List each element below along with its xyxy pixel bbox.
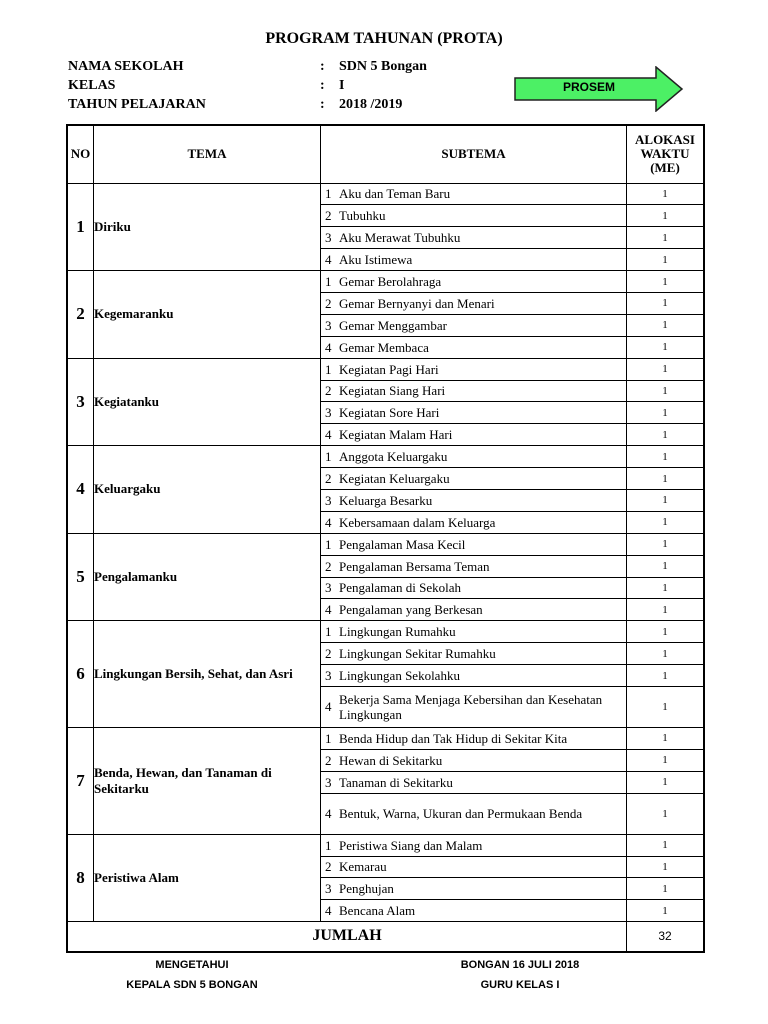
subtheme-cell	[321, 856, 627, 878]
alokasi-value: 1	[627, 489, 705, 511]
subtheme-cell	[321, 749, 627, 771]
subtheme-text: Aku Istimewa	[339, 252, 413, 268]
header-tema: TEMA	[94, 125, 321, 183]
prosem-label: PROSEM	[562, 80, 615, 94]
subtheme-cell	[321, 205, 627, 227]
subtheme-text: Gemar Menggambar	[339, 317, 447, 333]
subtheme-cell	[321, 878, 627, 900]
subtheme-cell	[321, 249, 627, 271]
prosem-button[interactable]	[514, 66, 684, 112]
subtheme-number: 3	[325, 580, 332, 596]
subtheme-number: 2	[325, 752, 332, 768]
subtheme-text: Aku dan Teman Baru	[339, 186, 451, 202]
subtheme-cell	[321, 314, 627, 336]
subtheme-number: 1	[325, 837, 332, 853]
subtheme-text: Tanaman di Sekitarku	[339, 774, 453, 790]
signature-right-line: GURU KELAS I	[480, 979, 560, 991]
subtheme-cell	[321, 599, 627, 621]
subtheme-number: 4	[325, 427, 332, 443]
subtheme-text: Pengalaman di Sekolah	[339, 580, 462, 596]
theme-number: 4	[67, 446, 94, 534]
subtheme-number: 2	[325, 558, 332, 574]
subtheme-number: 4	[325, 339, 332, 355]
subtheme-number: 4	[325, 699, 332, 715]
subtheme-cell	[321, 727, 627, 749]
theme-name: Peristiwa Alam	[94, 834, 321, 922]
alokasi-value: 1	[627, 856, 705, 878]
header-no: NO	[67, 125, 94, 183]
signature-left	[92, 955, 292, 995]
subtheme-text: Keluarga Besarku	[339, 492, 433, 508]
info-colon: :	[320, 59, 325, 74]
alokasi-value: 1	[627, 599, 705, 621]
subtheme-cell	[321, 227, 627, 249]
alokasi-value: 1	[627, 900, 705, 922]
alokasi-value: 1	[627, 834, 705, 856]
subtheme-cell	[321, 292, 627, 314]
subtheme-cell	[321, 555, 627, 577]
table-row	[67, 446, 704, 468]
table-row	[67, 271, 704, 293]
table-row	[67, 727, 704, 749]
subtheme-cell	[321, 358, 627, 380]
subtheme-number: 1	[325, 186, 332, 202]
subtheme-text: Anggota Keluargaku	[339, 449, 448, 465]
alokasi-value: 1	[627, 621, 705, 643]
alokasi-value: 1	[627, 380, 705, 402]
subtheme-text: Bentuk, Warna, Ukuran dan Permukaan Benda	[339, 806, 583, 822]
subtheme-cell	[321, 402, 627, 424]
header-alokasi-line: (ME)	[650, 160, 680, 176]
subtheme-number: 4	[325, 903, 332, 919]
subtheme-text: Bekerja Sama Menjaga Kebersihan dan Kesehatan Lingkungan	[339, 691, 603, 722]
table-row	[67, 621, 704, 643]
subtheme-number: 3	[325, 774, 332, 790]
subtheme-cell	[321, 665, 627, 687]
alokasi-value: 1	[627, 249, 705, 271]
subtheme-number: 1	[325, 361, 332, 377]
subtheme-number: 1	[325, 624, 332, 640]
alokasi-value: 1	[627, 749, 705, 771]
subtheme-number: 2	[325, 383, 332, 399]
subtheme-text: Lingkungan Sekitar Rumahku	[339, 646, 496, 662]
header-alokasi	[627, 125, 705, 183]
subtheme-text: Bencana Alam	[339, 903, 416, 919]
alokasi-value: 1	[627, 771, 705, 793]
info-value: SDN 5 Bongan	[339, 59, 427, 74]
subtheme-cell	[321, 511, 627, 533]
header-alokasi-line: WAKTU	[640, 146, 690, 162]
alokasi-value: 1	[627, 511, 705, 533]
subtheme-cell	[321, 771, 627, 793]
info-colon: :	[320, 97, 325, 112]
subtheme-number: 4	[325, 514, 332, 530]
alokasi-value: 1	[627, 402, 705, 424]
subtheme-cell	[321, 446, 627, 468]
info-label: TAHUN PELAJARAN	[68, 97, 206, 112]
total-row	[67, 922, 704, 952]
alokasi-value: 1	[627, 446, 705, 468]
alokasi-value: 1	[627, 314, 705, 336]
subtheme-cell	[321, 533, 627, 555]
info-value: 2018 /2019	[339, 97, 403, 112]
signature-right	[420, 955, 620, 995]
subtheme-cell	[321, 834, 627, 856]
theme-name: Lingkungan Bersih, Sehat, dan Asri	[94, 621, 321, 728]
subtheme-cell	[321, 424, 627, 446]
subtheme-number: 4	[325, 252, 332, 268]
alokasi-value: 1	[627, 793, 705, 834]
signature-left-line: KEPALA SDN 5 BONGAN	[126, 979, 258, 991]
subtheme-number: 4	[325, 602, 332, 618]
info-colon: :	[320, 78, 325, 93]
subtheme-text: Benda Hidup dan Tak Hidup di Sekitar Kita	[339, 730, 568, 746]
subtheme-text: Kegiatan Pagi Hari	[339, 361, 439, 377]
subtheme-cell	[321, 489, 627, 511]
alokasi-value: 1	[627, 271, 705, 293]
total-value: 32	[627, 922, 705, 952]
subtheme-cell	[321, 336, 627, 358]
alokasi-value: 1	[627, 183, 705, 205]
alokasi-value: 1	[627, 358, 705, 380]
alokasi-value: 1	[627, 336, 705, 358]
subtheme-number: 1	[325, 536, 332, 552]
alokasi-value: 1	[627, 577, 705, 599]
subtheme-text: Kegiatan Sore Hari	[339, 405, 440, 421]
subtheme-text: Gemar Membaca	[339, 339, 429, 355]
subtheme-cell	[321, 183, 627, 205]
prota-table	[66, 124, 705, 953]
subtheme-cell	[321, 577, 627, 599]
subtheme-text: Tubuhku	[339, 208, 386, 224]
subtheme-number: 1	[325, 274, 332, 289]
subtheme-text: Kebersamaan dalam Keluarga	[339, 514, 496, 530]
theme-number: 7	[67, 727, 94, 834]
alokasi-value: 1	[627, 292, 705, 314]
theme-number: 6	[67, 621, 94, 728]
subtheme-number: 3	[325, 492, 332, 508]
subtheme-cell	[321, 271, 627, 293]
subtheme-number: 3	[325, 668, 332, 684]
alokasi-value: 1	[627, 424, 705, 446]
subtheme-cell	[321, 900, 627, 922]
subtheme-cell	[321, 793, 627, 834]
subtheme-text: Penghujan	[339, 881, 394, 897]
alokasi-value: 1	[627, 227, 705, 249]
table-header-row	[67, 125, 704, 183]
subtheme-text: Gemar Bernyanyi dan Menari	[339, 295, 495, 311]
info-label: KELAS	[68, 78, 116, 93]
header-alokasi-line: ALOKASI	[635, 132, 695, 148]
header-subtema: SUBTEMA	[321, 125, 627, 183]
table-row	[67, 183, 704, 205]
table-row	[67, 834, 704, 856]
subtheme-number: 2	[325, 295, 332, 311]
subtheme-text: Gemar Berolahraga	[339, 274, 442, 289]
page-title: PROGRAM TAHUNAN (PROTA)	[265, 30, 503, 47]
subtheme-text: Kemarau	[339, 859, 387, 875]
subtheme-cell	[321, 468, 627, 490]
alokasi-value: 1	[627, 205, 705, 227]
alokasi-value: 1	[627, 533, 705, 555]
theme-name: Kegiatanku	[94, 358, 321, 446]
subtheme-cell	[321, 621, 627, 643]
table-row	[67, 358, 704, 380]
subtheme-text: Pengalaman Masa Kecil	[339, 536, 466, 552]
subtheme-text: Lingkungan Sekolahku	[339, 668, 460, 684]
subtheme-text: Kegiatan Malam Hari	[339, 427, 453, 443]
subtheme-number: 1	[325, 730, 332, 746]
theme-name: Kegemaranku	[94, 271, 321, 359]
subtheme-text: Pengalaman Bersama Teman	[339, 558, 490, 574]
theme-number: 3	[67, 358, 94, 446]
theme-number: 8	[67, 834, 94, 922]
alokasi-value: 1	[627, 665, 705, 687]
subtheme-number: 1	[325, 449, 332, 465]
alokasi-value: 1	[627, 686, 705, 727]
signature-left-line: MENGETAHUI	[155, 959, 229, 971]
theme-number: 2	[67, 271, 94, 359]
alokasi-value: 1	[627, 468, 705, 490]
subtheme-text: Aku Merawat Tubuhku	[339, 230, 461, 246]
alokasi-value: 1	[627, 878, 705, 900]
theme-name: Diriku	[94, 183, 321, 271]
subtheme-number: 2	[325, 859, 332, 875]
signature-right-line: BONGAN 16 JULI 2018	[460, 959, 580, 971]
subtheme-text: Hewan di Sekitarku	[339, 752, 443, 768]
subtheme-cell	[321, 380, 627, 402]
subtheme-text: Kegiatan Siang Hari	[339, 383, 446, 399]
alokasi-value: 1	[627, 727, 705, 749]
subtheme-text: Kegiatan Keluargaku	[339, 471, 450, 487]
theme-number: 1	[67, 183, 94, 271]
subtheme-text: Lingkungan Rumahku	[339, 624, 456, 640]
subtheme-number: 2	[325, 471, 332, 487]
alokasi-value: 1	[627, 555, 705, 577]
subtheme-cell	[321, 643, 627, 665]
theme-name: Keluargaku	[94, 446, 321, 534]
theme-name: Benda, Hewan, dan Tanaman di Sekitarku	[94, 727, 321, 834]
total-label: JUMLAH	[67, 922, 627, 952]
subtheme-text: Peristiwa Siang dan Malam	[339, 837, 483, 853]
table-body	[67, 183, 704, 922]
info-value: I	[339, 78, 345, 93]
subtheme-cell	[321, 686, 627, 727]
subtheme-number: 3	[325, 405, 332, 421]
subtheme-number: 2	[325, 646, 332, 662]
info-label: NAMA SEKOLAH	[68, 59, 184, 74]
alokasi-value: 1	[627, 643, 705, 665]
subtheme-number: 3	[325, 317, 332, 333]
subtheme-number: 2	[325, 208, 332, 224]
theme-name: Pengalamanku	[94, 533, 321, 621]
subtheme-text: Pengalaman yang Berkesan	[339, 602, 483, 618]
theme-number: 5	[67, 533, 94, 621]
table-row	[67, 533, 704, 555]
subtheme-number: 3	[325, 881, 332, 897]
subtheme-number: 3	[325, 230, 332, 246]
subtheme-number: 4	[325, 806, 332, 822]
